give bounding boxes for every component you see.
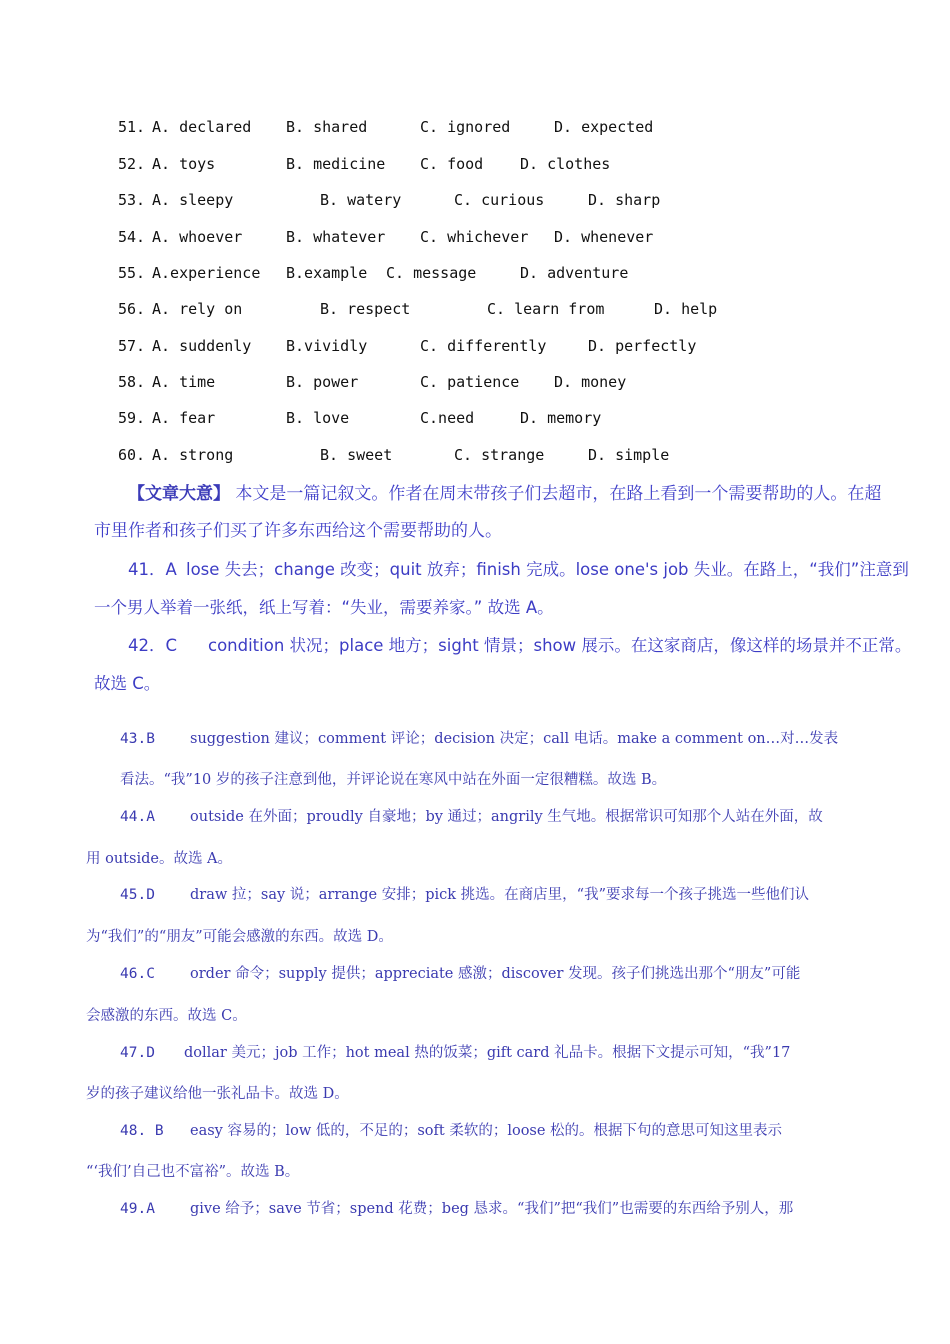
explanation-43-cont: 看法。“我”10 岁的孩子注意到他，并评论说在寒风中站在外面一定很糟糕。故选 B。 xyxy=(120,772,667,788)
question-number: 55. xyxy=(118,264,146,282)
option-b: B. love xyxy=(286,409,350,427)
explanation-text: order 命令；supply 提供；appreciate 感激；discover 发现。孩子们挑选出那个“朋友”可能 xyxy=(190,966,801,982)
question-52 xyxy=(118,155,611,179)
question-number: 53. xyxy=(118,191,146,209)
option-a: A. declared xyxy=(152,118,252,136)
explanation-45 xyxy=(120,883,809,904)
option-b: B. shared xyxy=(286,118,368,136)
option-c: C. patience xyxy=(420,373,520,391)
question-59 xyxy=(118,409,602,433)
question-56 xyxy=(118,300,718,324)
option-b: B. respect xyxy=(320,300,411,318)
question-number: 59. xyxy=(118,409,146,427)
explanation-text: easy 容易的；low 低的，不足的；soft 柔软的；loose 松的。根据下句的意思可知这里表示 xyxy=(190,1123,783,1139)
option-d: D. sharp xyxy=(588,191,661,209)
option-c: C. whichever xyxy=(420,228,529,246)
option-c: C. differently xyxy=(420,337,547,355)
question-number: 60. xyxy=(118,446,146,464)
answer-key: 44.A xyxy=(120,809,155,825)
question-51 xyxy=(118,118,654,142)
answer-key: 47.D xyxy=(120,1045,155,1061)
option-a: A. toys xyxy=(152,155,216,173)
question-57 xyxy=(118,337,697,361)
explanation-text: suggestion 建议；comment 评论；decision 决定；call 电话。make a comment on…对…发表 xyxy=(190,731,839,747)
explanation-44 xyxy=(120,805,823,826)
answer-key: 45.D xyxy=(120,887,155,903)
question-58 xyxy=(118,373,627,397)
summary-label: 【文章大意】 xyxy=(128,484,230,504)
summary-line-1 xyxy=(128,479,881,504)
option-a: A. time xyxy=(152,373,216,391)
option-b: B. power xyxy=(286,373,359,391)
answer-key: 41．A xyxy=(128,560,177,579)
option-a: A. fear xyxy=(152,409,216,427)
question-number: 54. xyxy=(118,228,146,246)
option-d: D. perfectly xyxy=(588,337,697,355)
explanation-41-cont: 一个男人举着一张纸，纸上写着：“失业，需要养家。” 故选 A。 xyxy=(94,598,554,617)
explanation-48-cont: “‘我们’自己也不富裕”。故选 B。 xyxy=(86,1164,300,1180)
option-c: C. ignored xyxy=(420,118,511,136)
explanation-43 xyxy=(120,727,838,748)
option-c: C. food xyxy=(420,155,484,173)
explanation-42-cont: 故选 C。 xyxy=(94,674,161,693)
option-b: B. sweet xyxy=(320,446,393,464)
explanation-42 xyxy=(128,632,911,656)
question-60 xyxy=(118,446,670,470)
option-d: D. adventure xyxy=(520,264,629,282)
option-d: D. memory xyxy=(520,409,602,427)
option-d: D. simple xyxy=(588,446,670,464)
summary-line-2: 市里作者和孩子们买了许多东西给这个需要帮助的人。 xyxy=(94,521,502,541)
question-54 xyxy=(118,228,654,252)
explanation-49 xyxy=(120,1197,793,1218)
option-b: B. watery xyxy=(320,191,402,209)
question-55 xyxy=(118,264,629,288)
option-a: A. sleepy xyxy=(152,191,234,209)
answer-key: 48. B xyxy=(120,1123,164,1139)
option-d: D. money xyxy=(554,373,627,391)
explanation-47 xyxy=(120,1041,790,1062)
explanation-44-cont: 用 outside。故选 A。 xyxy=(86,851,233,867)
explanation-41 xyxy=(128,556,909,580)
explanation-text: give 给予；save 节省；spend 花费；beg 恳求。“我们”把“我们”也需要的东西给予别人，那 xyxy=(190,1201,794,1217)
explanation-48 xyxy=(120,1119,782,1140)
answer-key: 42．C xyxy=(128,636,178,655)
option-d: D. whenever xyxy=(554,228,654,246)
option-d: D. clothes xyxy=(520,155,611,173)
explanation-text: dollar 美元；job 工作；hot meal 热的饭菜；gift card 礼品卡。根据下文提示可知，“我”17 xyxy=(184,1045,791,1061)
option-a: A.experience xyxy=(152,264,261,282)
explanation-47-cont: 岁的孩子建议给他一张礼品卡。故选 D。 xyxy=(86,1086,349,1102)
option-b: B.vividly xyxy=(286,337,368,355)
explanation-text: outside 在外面；proudly 自豪地；by 通过；angrily 生气地。根据常识可知那个人站在外面，故 xyxy=(190,809,823,825)
explanation-text: draw 拉；say 说；arrange 安排；pick 挑选。在商店里，“我”要求每一个孩子挑选一些他们认 xyxy=(190,887,809,903)
option-a: A. whoever xyxy=(152,228,243,246)
explanation-text: lose 失去；change 改变；quit 放弃；finish 完成。lose one's job 失业。在路上，“我们”注意到 xyxy=(186,560,909,579)
explanation-46-cont: 会感激的东西。故选 C。 xyxy=(86,1008,247,1024)
question-number: 52. xyxy=(118,155,146,173)
option-b: B. whatever xyxy=(286,228,386,246)
option-a: A. strong xyxy=(152,446,234,464)
option-b: B.example xyxy=(286,264,368,282)
option-a: A. rely on xyxy=(152,300,243,318)
summary-text: 本文是一篇记叙文。作者在周末带孩子们去超市，在路上看到一个需要帮助的人。在超 xyxy=(235,484,882,504)
answer-key: 43.B xyxy=(120,731,155,747)
option-c: C. message xyxy=(386,264,477,282)
question-number: 57. xyxy=(118,337,146,355)
explanation-45-cont: 为“我们”的“朋友”可能会感激的东西。故选 D。 xyxy=(86,929,393,945)
option-c: C. curious xyxy=(454,191,545,209)
question-53 xyxy=(118,191,661,215)
option-a: A. suddenly xyxy=(152,337,252,355)
option-c: C. learn from xyxy=(487,300,605,318)
question-number: 58. xyxy=(118,373,146,391)
answer-key: 46.C xyxy=(120,966,155,982)
option-c: C.need xyxy=(420,409,475,427)
question-number: 51. xyxy=(118,118,146,136)
explanation-text: condition 状况；place 地方；sight 情景；show 展示。在这家商店，像这样的场景并不正常。 xyxy=(208,636,912,655)
explanation-46 xyxy=(120,962,800,983)
answer-key: 49.A xyxy=(120,1201,155,1217)
option-c: C. strange xyxy=(454,446,545,464)
option-d: D. expected xyxy=(554,118,654,136)
option-d: D. help xyxy=(654,300,718,318)
option-b: B. medicine xyxy=(286,155,386,173)
question-number: 56. xyxy=(118,300,146,318)
